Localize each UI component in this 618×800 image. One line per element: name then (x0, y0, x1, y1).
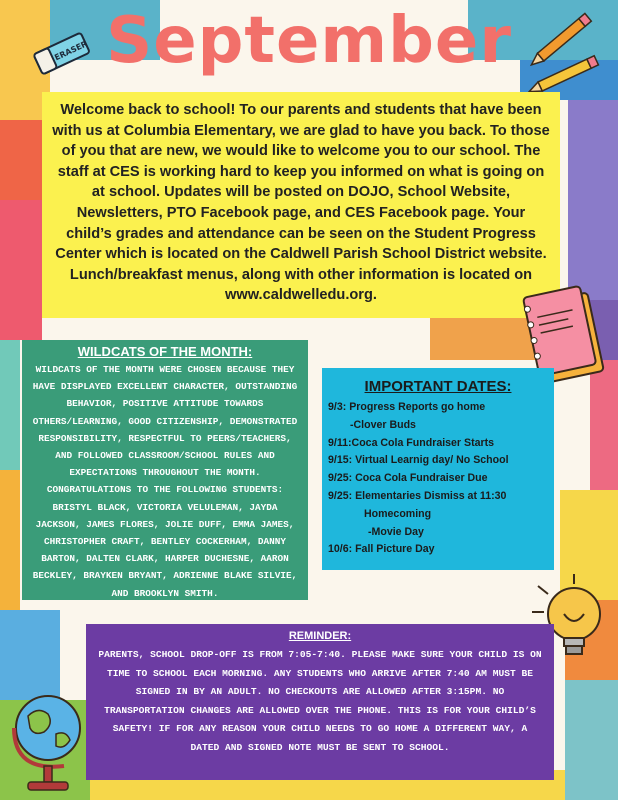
wildcats-title: WILDCATS OF THE MONTH: (77, 344, 253, 359)
date-item: 9/3: Progress Reports go home (328, 401, 486, 413)
welcome-message: Welcome back to school! To our parents and students that have been with us at Columbia Elementary, we are glad to have you back. To those of you that are new, we would like to welcome you to our school. The staff at CES is working hard to keep you informed on what is going on at school. Updates will be posted on DOJO, School Website, Newsletters, PTO Facebook page, and CES Facebook page. Your child’s grades and attendance can be seen on the Student Progress Center which is located on the Caldwell Parish School District website. Lunch/breakfast menus, along with other information is located on www.caldwelledu.org. (42, 92, 560, 318)
background-stripe (0, 470, 20, 610)
page-title: September (106, 4, 512, 78)
important-dates-title: IMPORTANT DATES: (364, 378, 512, 395)
globe-icon (4, 680, 94, 798)
background-stripe (565, 680, 618, 800)
date-item: 9/11:Coca Cola Fundraiser Starts (328, 436, 495, 449)
wildcats-of-the-month-panel (22, 340, 308, 600)
reminder-panel (86, 624, 554, 780)
date-item: -Clover Buds (350, 418, 416, 431)
eraser-label: ERASER (53, 39, 89, 63)
date-item: 9/25: Coca Cola Fundraiser Due (328, 472, 488, 485)
wildcats-body: WILDCATS OF THE MONTH WERE CHOSEN BECAUSE THEY HAVE DISPLAYED EXCELLENT CHARACTER, OUTSTANDING BEHAVIOR, POSITIVE ATTITUDE TOWARDS OTHERS/LEARNING, GOOD CITIZENSHIP, DEMONSTRATED RESPONSIBILITY, RESPECTFUL TO PEERS/TEACHERS, AND FOLLOWED CLASSROOM/SCHOOL RULES AND EXPECTATIONS THROUGHOUT THE MONTH. CONGRATULATIONS TO THE FOLLOWING STUDENTS: BRISTYL BLACK, VICTORIA VELULEMAN, JAYDA JACKSON, JAMES FLORES, JOLIE DUFF, EMMA JAMES, CHRISTOPHER CRAFT, BENTLEY COCKERHAM, DANNY BARTON, DALTEN CLARK, HARPER DUCHESNE, AARON BECKLEY, BRAYKEN BRYANT, ADRIENNE BLAKE SILVIE, AND BROOKLYN SMITH. (32, 364, 298, 599)
date-item: Homecoming (364, 507, 432, 520)
important-dates-panel (322, 368, 554, 570)
date-item: -Movie Day (368, 525, 424, 538)
background-stripe (0, 340, 20, 470)
reminder-title: REMINDER: (288, 630, 352, 642)
date-item: 9/25: Elementaries Dismiss at 11:30 (328, 489, 507, 502)
background-stripe (568, 100, 618, 300)
date-item: 10/6: Fall Picture Day (328, 543, 435, 556)
background-stripe (0, 200, 42, 340)
background-stripe (0, 120, 42, 200)
date-item: 9/15: Virtual Learnig day/ No School (328, 454, 509, 467)
reminder-body: PARENTS, SCHOOL DROP-OFF IS FROM 7:05-7:40. PLEASE MAKE SURE YOUR CHILD IS ON TIME TO SCHOOL EACH MORNING. ANY STUDENTS WHO ARRIVE AFTER 7:40 AM MUST BE SIGNED IN BY AN ADULT. NO CHECKOUTS ARE ALLOWED AFTER 3:15PM. NO TRANSPORTATION CHANGES ARE ALLOWED OVER THE PHONE. THIS IS FOR YOUR CHILD’S SAFETY! IF FOR ANY REASON YOUR CHILD NEEDS TO GO HOME A DIFFERENT WAY, A DATED AND SIGNED NOTE MUST BE SENT TO SCHOOL. (98, 649, 542, 753)
